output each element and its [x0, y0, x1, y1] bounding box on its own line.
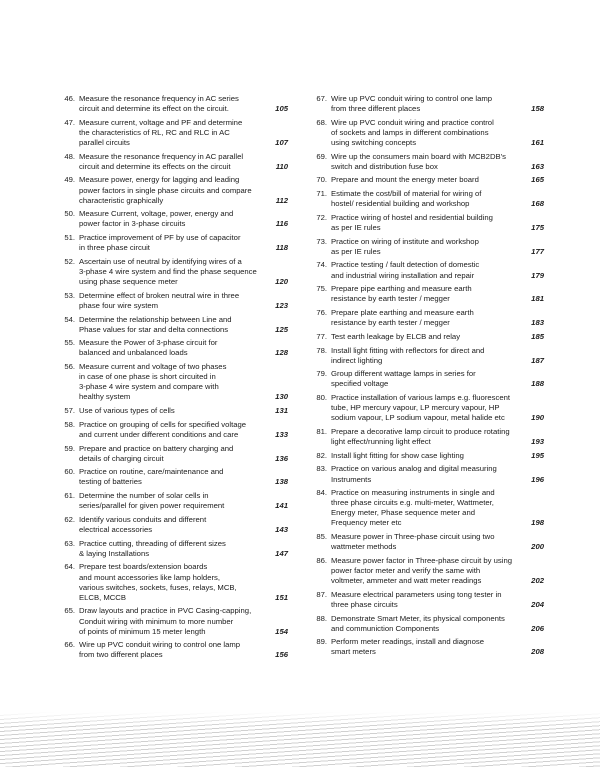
- toc-entry-number: 86.: [316, 555, 327, 565]
- toc-entry-number: 82.: [316, 450, 327, 460]
- toc-entry-number: 78.: [316, 345, 327, 355]
- toc-entry: [56, 640, 288, 660]
- toc-entry: [308, 464, 544, 484]
- toc-entry-page-number: 147: [275, 548, 288, 558]
- toc-entry-number: 55.: [64, 338, 75, 348]
- toc-entry: [308, 175, 544, 185]
- toc-entry: [56, 338, 288, 358]
- toc-entry-page-number: 120: [275, 277, 288, 287]
- toc-entry-page-number: 123: [275, 300, 288, 310]
- toc-entry-page-number: 196: [531, 474, 544, 484]
- toc-entry-page-number: 165: [531, 175, 544, 185]
- toc-entry-number: 58.: [64, 419, 75, 429]
- toc-entry-page-number: 188: [531, 379, 544, 389]
- toc-entry-number: 47.: [64, 117, 75, 127]
- toc-entry-title: Practice on wiring of institute and workshop as per IE rules: [331, 236, 479, 256]
- toc-entry-title: Practice cutting, threading of different sizes & laying Installations: [79, 538, 226, 558]
- toc-entry: [56, 444, 288, 464]
- toc-entry-number: 84.: [316, 488, 327, 498]
- toc-entry: [308, 213, 544, 233]
- toc-entry: [56, 291, 288, 311]
- toc-entry-page-number: 206: [531, 623, 544, 633]
- toc-entry-number: 59.: [64, 443, 75, 453]
- toc-entry-page-number: 130: [275, 392, 288, 402]
- toc-entry: [308, 118, 544, 148]
- toc-entry-number: 56.: [64, 362, 75, 372]
- toc-entry-number: 83.: [316, 464, 327, 474]
- toc-entry-number: 60.: [64, 467, 75, 477]
- toc-entry-number: 74.: [316, 260, 327, 270]
- toc-entry: [308, 332, 544, 342]
- toc-entry-page-number: 198: [531, 518, 544, 528]
- toc-entry-title: Wire up PVC conduit wiring to control one lamp from two different places: [79, 640, 241, 660]
- toc-entry-title: Install light fitting with reflectors for direct and indirect lighting: [331, 345, 485, 365]
- toc-entry-number: 72.: [316, 212, 327, 222]
- toc-entry: [56, 467, 288, 487]
- toc-entry: [56, 152, 288, 172]
- toc-entry: [308, 590, 544, 610]
- toc-entry-page-number: 200: [531, 542, 544, 552]
- toc-entry: [56, 362, 288, 402]
- toc-entry-page-number: 151: [275, 592, 288, 602]
- toc-entry-page-number: 112: [275, 195, 288, 205]
- toc-entry-page-number: 163: [531, 161, 544, 171]
- toc-entry-title: Practice improvement of PF by use of capacitor in three phase circuit: [79, 233, 241, 253]
- toc-entry-title: Prepare a decorative lamp circuit to produce rotating light effect/running light effect: [331, 426, 510, 447]
- toc-entry: [308, 427, 544, 447]
- toc-entry-title: Prepare test boards/extension boards and mount accessories like lamp holders, various switches, sockets, fuses, relays, MCB, ELCB, MCCB: [79, 562, 237, 602]
- toc-entry-page-number: 154: [275, 626, 288, 636]
- toc-entry: [308, 451, 544, 461]
- contents-column-left: [56, 94, 288, 664]
- toc-entry-number: 50.: [64, 209, 75, 219]
- toc-entry-number: 54.: [64, 314, 75, 324]
- toc-entry: [308, 308, 544, 328]
- toc-entry-number: 89.: [316, 637, 327, 647]
- toc-entry-title: Measure power, energy for lagging and leading power factors in single phase circuits and compare characteristic graphically: [79, 175, 252, 205]
- toc-entry-title: Practice on grouping of cells for specified voltage and current under different conditions and care: [79, 419, 247, 439]
- toc-entry: [308, 614, 544, 634]
- toc-entry: [308, 532, 544, 552]
- toc-entry-page-number: 136: [275, 453, 288, 463]
- toc-entry-title: Measure the Power of 3-phase circuit for balanced and unbalanced loads: [79, 338, 218, 358]
- toc-entry-number: 63.: [64, 538, 75, 548]
- toc-entry-title: Practice wiring of hostel and residential building as per IE rules: [331, 212, 493, 232]
- toc-entry: [56, 233, 288, 253]
- toc-entry-number: 62.: [64, 514, 75, 524]
- toc-entry: [308, 346, 544, 366]
- toc-entry-number: 48.: [64, 151, 75, 161]
- toc-entry-title: Determine effect of broken neutral wire in three phase four wire system: [79, 290, 240, 310]
- toc-entry-title: Draw layouts and practice in PVC Casing-capping, Conduit wiring with minimum to more number of points of minimum 15 meter length: [79, 606, 252, 636]
- toc-entry-title: Estimate the cost/bill of material for wiring of hostel/ residential building and workshop: [331, 189, 482, 209]
- toc-entry: [56, 175, 288, 205]
- toc-entry-number: 53.: [64, 290, 75, 300]
- toc-entry-title: Install light fitting for show case lighting: [331, 450, 464, 460]
- toc-entry-page-number: 125: [275, 324, 288, 334]
- toc-entry-title: Determine the relationship between Line and Phase values for star and delta connections: [79, 314, 232, 334]
- toc-entry-title: Measure the resonance frequency in AC parallel circuit and determine its effects on the circuit: [79, 151, 244, 171]
- toc-entry-number: 66.: [64, 640, 75, 650]
- toc-entry: [56, 539, 288, 559]
- toc-entry: [56, 562, 288, 602]
- toc-entry-page-number: 107: [275, 137, 288, 147]
- toc-entry-page-number: 204: [531, 599, 544, 609]
- toc-entry-page-number: 116: [275, 219, 288, 229]
- toc-entry-page-number: 202: [531, 576, 544, 586]
- toc-entry-number: 61.: [64, 491, 75, 501]
- toc-entry-number: 69.: [316, 151, 327, 161]
- toc-entry-number: 81.: [316, 426, 327, 436]
- toc-entry-page-number: 195: [531, 450, 544, 460]
- toc-entry: [308, 189, 544, 209]
- toc-entry-title: Practice installation of various lamps e.g. fluorescent tube, HP mercury vapour, LP mercury vapour, HP sodium vapour, LP sodium vapour, metal halide etc: [331, 393, 511, 423]
- toc-entry: [56, 257, 288, 287]
- toc-entry-page-number: 208: [531, 647, 544, 657]
- toc-entry: [56, 94, 288, 114]
- wave-pattern-fade: [0, 712, 600, 726]
- toc-entry: [56, 515, 288, 535]
- toc-entry-number: 46.: [64, 94, 75, 103]
- toc-entry-page-number: 118: [275, 243, 288, 253]
- toc-entry-title: Practice on measuring instruments in single and three phase circuits e.g. multi-meter, Wattmeter, Energy meter, Phase sequence meter and Frequency meter etc: [331, 488, 495, 528]
- toc-entry-page-number: 181: [531, 294, 544, 304]
- toc-entry-title: Measure Current, voltage, power, energy and power factor in 3-phase circuits: [79, 209, 234, 229]
- toc-entry-title: Identify various conduits and different electrical accessories: [79, 514, 207, 534]
- toc-entry-page-number: 179: [531, 270, 544, 280]
- toc-entry-page-number: 143: [275, 524, 288, 534]
- toc-entry-title: Measure power in Three-phase circuit using two wattmeter methods: [331, 532, 495, 552]
- toc-entry: [308, 637, 544, 657]
- toc-entry-number: 79.: [316, 369, 327, 379]
- toc-entry-title: Practice on routine, care/maintenance and testing of batteries: [79, 467, 224, 487]
- toc-entry-title: Measure power factor in Three-phase circuit by using power factor meter and verify the same with voltmeter, ammeter and watt meter readings: [331, 555, 513, 586]
- toc-entry-page-number: 128: [275, 348, 288, 358]
- toc-entry: [308, 94, 544, 114]
- toc-entry-page-number: 185: [531, 331, 544, 341]
- toc-entry-title: Practice on various analog and digital measuring Instruments: [331, 464, 497, 484]
- toc-entry-title: Measure current, voltage and PF and determine the characteristics of RL, RC and RLC in AC parallel circuits: [79, 117, 243, 147]
- toc-entry: [308, 260, 544, 280]
- toc-entry: [308, 369, 544, 389]
- toc-entry-number: 80.: [316, 393, 327, 403]
- toc-entry-page-number: 161: [531, 137, 544, 147]
- toc-entry-page-number: 131: [275, 406, 288, 416]
- toc-entry-number: 77.: [316, 331, 327, 341]
- toc-entry-title: Prepare plate earthing and measure earth resistance by earth tester / megger: [331, 308, 474, 328]
- toc-entry-title: Perform meter readings, install and diagnose smart meters: [331, 637, 484, 657]
- toc-entry-title: Measure electrical parameters using tong tester in three phase circuits: [331, 589, 502, 609]
- toc-entry-page-number: 110: [275, 161, 288, 171]
- toc-entry: [56, 209, 288, 229]
- toc-entry-number: 71.: [316, 189, 327, 199]
- toc-entry: [308, 152, 544, 172]
- toc-entry-title: Wire up PVC conduit wiring to control one lamp from three different places: [331, 94, 493, 114]
- toc-entry-number: 68.: [316, 117, 327, 127]
- toc-entry-title: Use of various types of cells: [79, 406, 175, 416]
- toc-entry-page-number: 187: [531, 355, 544, 365]
- toc-entry-number: 85.: [316, 532, 327, 542]
- toc-entry-title: Determine the number of solar cells in series/parallel for given power requirement: [79, 491, 225, 511]
- toc-entry-title: Wire up the consumers main board with MCB2DB's switch and distribution fuse box: [331, 151, 506, 171]
- toc-entry-number: 67.: [316, 94, 327, 103]
- toc-entry-page-number: 183: [531, 318, 544, 328]
- toc-entry: [308, 393, 544, 423]
- toc-entry: [308, 556, 544, 586]
- toc-entry-title: Practice testing / fault detection of domestic and industrial wiring installation and repair: [331, 260, 480, 280]
- toc-entry-number: 52.: [64, 256, 75, 266]
- toc-entry-page-number: 133: [275, 429, 288, 439]
- toc-entry: [56, 406, 288, 416]
- toc-entry-title: Prepare and practice on battery charging and details of charging circuit: [79, 443, 234, 463]
- toc-entry-number: 76.: [316, 308, 327, 318]
- toc-entry-number: 73.: [316, 236, 327, 246]
- toc-entry-title: Prepare pipe earthing and measure earth resistance by earth tester / megger: [331, 284, 472, 304]
- toc-entry: [308, 284, 544, 304]
- toc-entry-number: 64.: [64, 562, 75, 572]
- toc-entry-number: 65.: [64, 606, 75, 616]
- toc-entry-page-number: 105: [275, 104, 288, 114]
- toc-entry-title: Group different wattage lamps in series for specified voltage: [331, 369, 476, 389]
- toc-entry-page-number: 177: [531, 246, 544, 256]
- toc-entry-number: 57.: [64, 406, 75, 416]
- toc-entry-page-number: 141: [275, 501, 288, 511]
- toc-entry: [56, 315, 288, 335]
- toc-entry: [56, 491, 288, 511]
- toc-entry-title: Test earth leakage by ELCB and relay: [331, 331, 461, 341]
- toc-entry-page-number: 158: [531, 104, 544, 114]
- toc-entry: [56, 118, 288, 148]
- toc-entry-title: Measure current and voltage of two phases in case of one phase is short circuited in 3-phase 4 wire system and compare with healthy system: [79, 362, 227, 402]
- toc-entry-number: 49.: [64, 175, 75, 185]
- toc-entry-number: 87.: [316, 589, 327, 599]
- toc-entry-page-number: 138: [275, 477, 288, 487]
- toc-entry-number: 51.: [64, 233, 75, 243]
- toc-entry-title: Wire up PVC conduit wiring and practice control of sockets and lamps in different combinations using switching concepts: [331, 117, 494, 147]
- toc-entry-number: 88.: [316, 613, 327, 623]
- toc-entry-title: Measure the resonance frequency in AC series circuit and determine its effect on the circuit.: [79, 94, 239, 114]
- toc-entry-number: 70.: [316, 175, 327, 185]
- toc-entry-title: Prepare and mount the energy meter board: [331, 175, 479, 185]
- toc-entry-page-number: 156: [275, 650, 288, 660]
- toc-entry: [308, 488, 544, 528]
- toc-entry: [56, 420, 288, 440]
- toc-entry-page-number: 193: [531, 437, 544, 447]
- toc-entry: [308, 237, 544, 257]
- toc-entry-page-number: 190: [531, 413, 544, 423]
- toc-entry-page-number: 175: [531, 223, 544, 232]
- toc-entry-number: 75.: [316, 284, 327, 294]
- contents-column-right: [308, 94, 544, 661]
- toc-entry-page-number: 168: [531, 199, 544, 209]
- toc-entry-title: Demonstrate Smart Meter, its physical components and communiction Components: [331, 613, 505, 633]
- toc-entry-title: Ascertain use of neutral by identifying wires of a 3-phase 4 wire system and find the phase sequence using phase sequence meter: [79, 256, 257, 287]
- toc-entry: [56, 606, 288, 636]
